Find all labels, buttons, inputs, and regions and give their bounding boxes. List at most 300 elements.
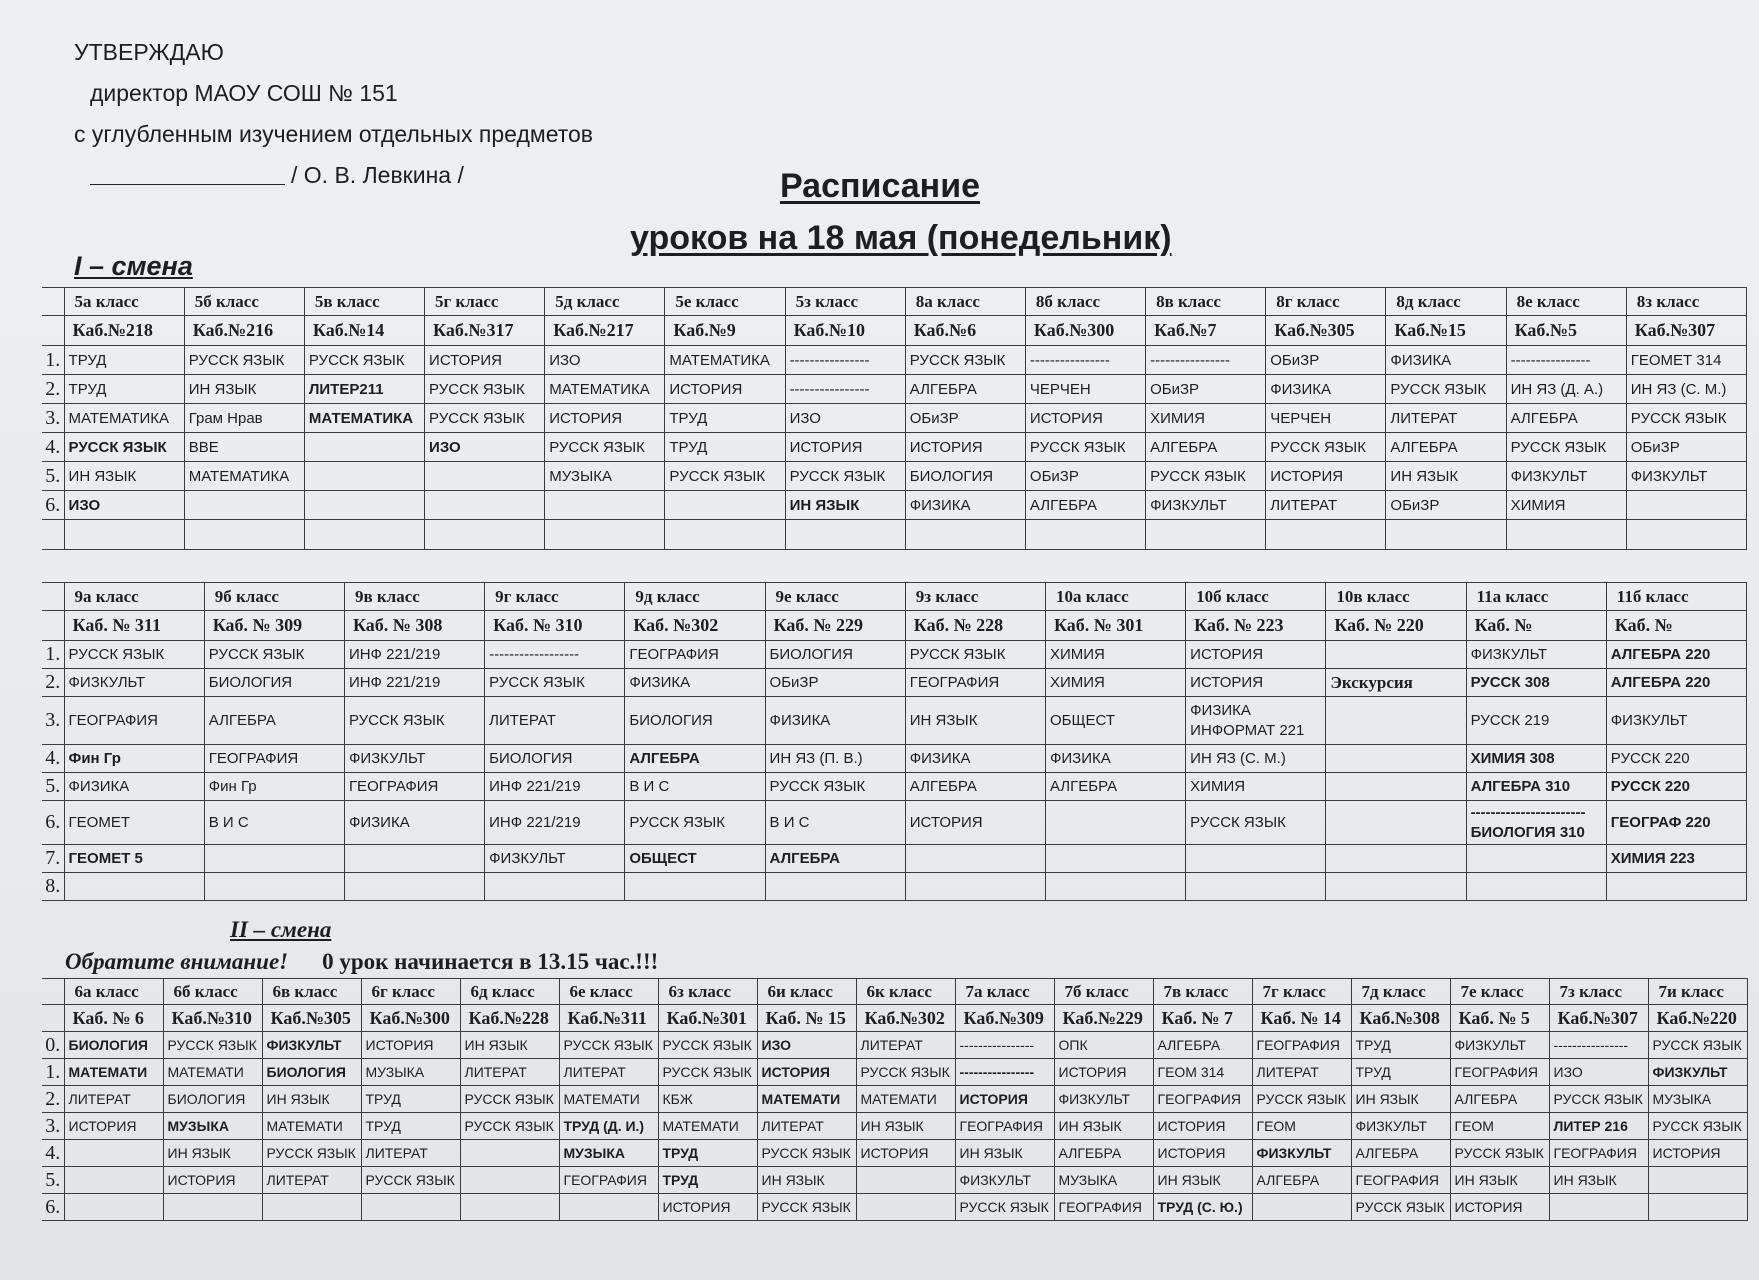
lesson-cell: РУССК ЯЗЫК (425, 375, 545, 404)
lesson-cell (344, 873, 484, 901)
lesson-cell: АЛГЕБРА (765, 845, 905, 873)
lesson-cell: ОБиЗР (1266, 346, 1386, 375)
lesson-cell: ИСТОРИЯ (1266, 462, 1386, 491)
lesson-cell: РУССК ЯЗЫК (658, 1059, 757, 1086)
lesson-cell: РУССК ЯЗЫК (204, 641, 344, 669)
lesson-cell: АЛГЕБРА (1025, 491, 1145, 520)
lesson-cell: МУЗЫКА (361, 1059, 460, 1086)
lesson-cell: ФИЗКУЛЬТ (955, 1167, 1054, 1194)
room-number: Каб. № 229 (765, 611, 905, 641)
room-number: Каб. № 310 (485, 611, 625, 641)
class-name: 10а класс (1045, 583, 1185, 611)
class-name: 11б класс (1606, 583, 1746, 611)
lesson-cell (1386, 520, 1506, 550)
class-name: 6б класс (163, 979, 262, 1005)
lesson-cell: ФИЗКУЛЬТ (1146, 491, 1266, 520)
lesson-cell: ЛИТЕРАТ (485, 697, 625, 745)
lesson-cell (559, 1194, 658, 1221)
lesson-cell: АЛГЕБРА (625, 745, 765, 773)
class-name: 10б класс (1186, 583, 1326, 611)
lesson-cell: ИНФ 221/219 (485, 801, 625, 845)
lesson-cell (625, 873, 765, 901)
room-number: Каб.№302 (856, 1005, 955, 1032)
lesson-cell: РУССК ЯЗЫК (460, 1113, 559, 1140)
lesson-cell: РУССК ЯЗЫК (1626, 404, 1746, 433)
shift-2-notice (65, 949, 658, 975)
lesson-cell: ИН ЯЗ (Д. А.) (1506, 375, 1626, 404)
room-number: Каб. № 309 (204, 611, 344, 641)
timetable-shift1-grades-9-11 (42, 582, 1747, 901)
lesson-cell: ИЗО (545, 346, 665, 375)
lesson-cell (545, 520, 665, 550)
lesson-cell: ТРУД (665, 404, 785, 433)
room-number: Каб. № 308 (344, 611, 484, 641)
lesson-cell (1648, 1167, 1747, 1194)
lesson-cell (856, 1167, 955, 1194)
lesson-cell: ТРУД (1351, 1059, 1450, 1086)
class-name: 7и класс (1648, 979, 1747, 1005)
lesson-cell: ИНФ 221/219 (485, 773, 625, 801)
room-number: Каб.№305 (262, 1005, 361, 1032)
room-number: Каб.№307 (1626, 316, 1746, 346)
lesson-cell: ЛИТЕР 216 (1549, 1113, 1648, 1140)
lesson-cell (1549, 1194, 1648, 1221)
lesson-cell (905, 845, 1045, 873)
lesson-cell (64, 520, 184, 550)
lesson-cell: ФИЗКУЛЬТ (262, 1032, 361, 1059)
lesson-cell: ГЕОМ (1252, 1113, 1351, 1140)
class-name: 6д класс (460, 979, 559, 1005)
lesson-cell: ИСТОРИЯ (545, 404, 665, 433)
lesson-cell: РУССК ЯЗЫК (625, 801, 765, 845)
lesson-cell: РУССК ЯЗЫК (785, 462, 905, 491)
lesson-cell: ИН ЯЗЫК (460, 1032, 559, 1059)
lesson-cell: ФИЗКУЛЬТ (1466, 641, 1606, 669)
lesson-cell: РУССК ЯЗЫК (485, 669, 625, 697)
lesson-cell (262, 1194, 361, 1221)
lesson-cell (361, 1194, 460, 1221)
lesson-cell: ФИЗКУЛЬТ (1626, 462, 1746, 491)
lesson-cell: ОБиЗР (1386, 491, 1506, 520)
class-name: 5а класс (64, 288, 184, 316)
room-number: Каб.№14 (304, 316, 424, 346)
lesson-cell: ИН ЯЗЫК (64, 462, 184, 491)
lesson-cell: ---------------- (1549, 1032, 1648, 1059)
lesson-cell (905, 873, 1045, 901)
lesson-cell: РУССК 220 (1606, 773, 1746, 801)
lesson-cell: ГЕОГРАФИЯ (1054, 1194, 1153, 1221)
lesson-cell: ИСТОРИЯ (1153, 1140, 1252, 1167)
lesson-cell: ГЕОМЕТ (64, 801, 204, 845)
lesson-cell: МАТЕМАТИКА (665, 346, 785, 375)
class-name: 6в класс (262, 979, 361, 1005)
lesson-cell: ФИЗКУЛЬТ (64, 669, 204, 697)
lesson-cell: АЛГЕБРА (1252, 1167, 1351, 1194)
room-number: Каб.№10 (785, 316, 905, 346)
room-number: Каб. № 311 (64, 611, 204, 641)
lesson-cell (665, 491, 785, 520)
lesson-cell: ОБиЗР (905, 404, 1025, 433)
room-number: Каб.№220 (1648, 1005, 1747, 1032)
class-name: 5з класс (785, 288, 905, 316)
room-number: Каб.№6 (905, 316, 1025, 346)
lesson-row (42, 669, 1747, 697)
lesson-cell: Фин Гр (204, 773, 344, 801)
class-name: 6е класс (559, 979, 658, 1005)
lesson-number: 5. (42, 1167, 64, 1194)
class-name: 9в класс (344, 583, 484, 611)
room-number: Каб. № 223 (1186, 611, 1326, 641)
lesson-cell: ИЗО (425, 433, 545, 462)
lesson-cell: В И С (765, 801, 905, 845)
room-row (42, 1005, 1747, 1032)
lesson-cell: ОБЩЕСТ (625, 845, 765, 873)
lesson-cell: АЛГЕБРА (905, 773, 1045, 801)
lesson-cell: ---------------- (1025, 346, 1145, 375)
lesson-cell: РУССК ЯЗЫК (1266, 433, 1386, 462)
lesson-cell: ИСТОРИЯ (905, 433, 1025, 462)
class-name: 9б класс (204, 583, 344, 611)
corner-cell (42, 1005, 64, 1032)
lesson-cell: ГЕОМЕТ 314 (1626, 346, 1746, 375)
lesson-cell (1506, 520, 1626, 550)
room-number: Каб. № 228 (905, 611, 1045, 641)
class-name: 7а класс (955, 979, 1054, 1005)
lesson-cell: В И С (625, 773, 765, 801)
room-number: Каб.№305 (1266, 316, 1386, 346)
lesson-cell: ГЕОГРАФИЯ (344, 773, 484, 801)
lesson-cell: ИСТОРИЯ (757, 1059, 856, 1086)
room-number: Каб. № 7 (1153, 1005, 1252, 1032)
lesson-cell: ЧЕРЧЕН (1266, 404, 1386, 433)
class-name: 11а класс (1466, 583, 1606, 611)
lesson-cell: ИСТОРИЯ (64, 1113, 163, 1140)
lesson-number: 6. (42, 801, 64, 845)
shift-2-label: II – смена (230, 917, 332, 942)
lesson-cell (1025, 520, 1145, 550)
class-name: 5г класс (425, 288, 545, 316)
class-name: 5д класс (545, 288, 665, 316)
lesson-number: 5. (42, 462, 64, 491)
lesson-cell: ЛИТЕРАТ (1266, 491, 1386, 520)
room-number: Каб.№309 (955, 1005, 1054, 1032)
school-line: с углубленным изучением отдельных предметов (74, 121, 594, 147)
lesson-cell: РУССК 220 (1606, 745, 1746, 773)
lesson-cell: ТРУД (64, 346, 184, 375)
lesson-number: 0. (42, 1032, 64, 1059)
lesson-number: 2. (42, 669, 64, 697)
shift-1-label: I – смена (74, 251, 193, 281)
class-name: 5в класс (304, 288, 424, 316)
lesson-cell: ИН ЯЗЫК (184, 375, 304, 404)
lesson-cell: РУССК ЯЗЫК (425, 404, 545, 433)
room-number: Каб. № (1466, 611, 1606, 641)
lesson-number: 1. (42, 346, 64, 375)
class-name: 9г класс (485, 583, 625, 611)
lesson-cell: ФИЗИКА (905, 745, 1045, 773)
lesson-number: 7. (42, 845, 64, 873)
lesson-cell: ХИМИЯ (1186, 773, 1326, 801)
lesson-cell: РУССК 308 (1466, 669, 1606, 697)
lesson-cell (1626, 520, 1746, 550)
lesson-cell: ИН ЯЗЫК (1549, 1167, 1648, 1194)
lesson-cell: РУССК ЯЗЫК (955, 1194, 1054, 1221)
lesson-cell: ЛИТЕРАТ (559, 1059, 658, 1086)
lesson-cell: АЛГЕБРА (1386, 433, 1506, 462)
room-number: Каб. № 5 (1450, 1005, 1549, 1032)
room-number: Каб. № 15 (757, 1005, 856, 1032)
lesson-cell: ИСТОРИЯ (905, 801, 1045, 845)
lesson-cell: ФИЗИКА (64, 773, 204, 801)
lesson-cell (905, 520, 1025, 550)
class-name: 8б класс (1025, 288, 1145, 316)
lesson-cell: ---------------- (785, 346, 905, 375)
room-number: Каб.№308 (1351, 1005, 1450, 1032)
lesson-number (42, 520, 64, 550)
lesson-cell: ГЕОГРАФИЯ (955, 1113, 1054, 1140)
room-number: Каб.№301 (658, 1005, 757, 1032)
lesson-cell: ИСТОРИЯ (1186, 669, 1326, 697)
class-name: 8з класс (1626, 288, 1746, 316)
lesson-row (42, 1032, 1747, 1059)
lesson-cell: ФИЗИКА (1045, 745, 1185, 773)
class-name: 6г класс (361, 979, 460, 1005)
class-name: 10в класс (1326, 583, 1466, 611)
room-number: Каб. № (1606, 611, 1746, 641)
room-number: Каб.№229 (1054, 1005, 1153, 1032)
lesson-cell (460, 1140, 559, 1167)
lesson-cell: РУССК ЯЗЫК (361, 1167, 460, 1194)
class-name: 8г класс (1266, 288, 1386, 316)
room-number: Каб. № 301 (1045, 611, 1185, 641)
lesson-cell: БИОЛОГИЯ (204, 669, 344, 697)
lesson-cell (460, 1167, 559, 1194)
lesson-cell (485, 873, 625, 901)
lesson-cell: ---------------- (955, 1059, 1054, 1086)
lesson-cell: ОБиЗР (1626, 433, 1746, 462)
lesson-cell: ИСТОРИЯ (955, 1086, 1054, 1113)
lesson-number: 3. (42, 404, 64, 433)
lesson-cell (1326, 873, 1466, 901)
lesson-row (42, 801, 1747, 845)
room-number: Каб.№307 (1549, 1005, 1648, 1032)
lesson-cell: ИН ЯЗЫК (955, 1140, 1054, 1167)
lesson-row (42, 641, 1747, 669)
room-number: Каб.№310 (163, 1005, 262, 1032)
lesson-cell: АЛГЕБРА (1450, 1086, 1549, 1113)
lesson-cell: ФИЗКУЛЬТ (1648, 1059, 1747, 1086)
page-title (630, 160, 1172, 264)
lesson-cell: ОБиЗР (1025, 462, 1145, 491)
lesson-cell (1186, 845, 1326, 873)
lesson-row (42, 1086, 1747, 1113)
lesson-cell (1648, 1194, 1747, 1221)
class-name: 7д класс (1351, 979, 1450, 1005)
lesson-cell: ТРУД (1351, 1032, 1450, 1059)
class-header-row (42, 979, 1747, 1005)
lesson-cell: БИОЛОГИЯ (262, 1059, 361, 1086)
lesson-cell (665, 520, 785, 550)
lesson-cell: ГЕОГРАФИЯ (204, 745, 344, 773)
class-name: 8е класс (1506, 288, 1626, 316)
lesson-cell: ХИМИЯ 308 (1466, 745, 1606, 773)
lesson-cell: РУССК ЯЗЫК (1252, 1086, 1351, 1113)
lesson-cell: МАТЕМАТИ (262, 1113, 361, 1140)
lesson-cell: ОБиЗР (1146, 375, 1266, 404)
lesson-cell: ГЕОГРАФИЯ (1351, 1167, 1450, 1194)
notice-text: 0 урок начинается в 13.15 час.!!! (322, 949, 659, 974)
lesson-cell: ВВЕ (184, 433, 304, 462)
lesson-cell: ------------------ (485, 641, 625, 669)
lesson-cell: МАТЕМАТИ (658, 1113, 757, 1140)
approve-label: УТВЕРЖДАЮ (74, 39, 224, 65)
lesson-cell (545, 491, 665, 520)
lesson-cell (460, 1194, 559, 1221)
lesson-cell: АЛГЕБРА (1054, 1140, 1153, 1167)
lesson-number: 1. (42, 641, 64, 669)
class-name: 5е класс (665, 288, 785, 316)
room-number: Каб.№217 (545, 316, 665, 346)
lesson-cell: ГЕОГРАФИЯ (64, 697, 204, 745)
room-number: Каб.№15 (1386, 316, 1506, 346)
lesson-row (42, 745, 1747, 773)
lesson-cell: РУССК ЯЗЫК (665, 462, 785, 491)
lesson-cell: ФИЗИКА (1266, 375, 1386, 404)
lesson-row (42, 1194, 1747, 1221)
lesson-row (42, 1059, 1747, 1086)
lesson-cell: БИОЛОГИЯ (625, 697, 765, 745)
lesson-cell: МАТЕМАТИ (757, 1086, 856, 1113)
lesson-cell (1326, 773, 1466, 801)
lesson-cell: РУССК ЯЗЫК (1648, 1032, 1747, 1059)
lesson-cell: МАТЕМАТИКА (304, 404, 424, 433)
lesson-cell: ЛИТЕРАТ (1252, 1059, 1351, 1086)
room-number: Каб.№5 (1506, 316, 1626, 346)
lesson-cell: РУССК ЯЗЫК (1648, 1113, 1747, 1140)
lesson-cell (64, 1167, 163, 1194)
lesson-cell: ГЕОГРАФИЯ (625, 641, 765, 669)
lesson-cell: БИОЛОГИЯ (485, 745, 625, 773)
lesson-cell: ГЕОГРАФИЯ (1153, 1086, 1252, 1113)
lesson-cell: ИН ЯЗЫК (785, 491, 905, 520)
lesson-cell (304, 520, 424, 550)
class-name: 5б класс (184, 288, 304, 316)
lesson-cell: РУССК ЯЗЫК (765, 773, 905, 801)
room-number: Каб.№300 (1025, 316, 1145, 346)
lesson-cell: РУССК ЯЗЫК (856, 1059, 955, 1086)
lesson-cell: ИСТОРИЯ (163, 1167, 262, 1194)
lesson-cell: ЛИТЕРАТ (1386, 404, 1506, 433)
lesson-cell: ОПК (1054, 1032, 1153, 1059)
lesson-row (42, 1140, 1747, 1167)
lesson-cell: РУССК ЯЗЫК (545, 433, 665, 462)
corner-cell (42, 316, 64, 346)
lesson-row (42, 873, 1747, 901)
lesson-number: 3. (42, 1113, 64, 1140)
lesson-cell (184, 520, 304, 550)
lesson-cell: ---------------- (1506, 346, 1626, 375)
lesson-row (42, 346, 1747, 375)
lesson-cell: ЛИТЕРАТ (856, 1032, 955, 1059)
lesson-cell: ИН ЯЗЫК (1351, 1086, 1450, 1113)
title-line-1: Расписание (779, 167, 981, 205)
lesson-cell: РУССК ЯЗЫК (1351, 1194, 1450, 1221)
lesson-cell (204, 873, 344, 901)
lesson-cell: ФИЗКУЛЬТ (1506, 462, 1626, 491)
lesson-cell: РУССК ЯЗЫК (1386, 375, 1506, 404)
lesson-cell: ГЕОГРАФИЯ (1549, 1140, 1648, 1167)
lesson-row (42, 845, 1747, 873)
class-name: 6з класс (658, 979, 757, 1005)
lesson-cell: ИН ЯЗЫК (905, 697, 1045, 745)
director-line: директор МАОУ СОШ № 151 (90, 80, 398, 106)
lesson-cell: ИЗО (757, 1032, 856, 1059)
lesson-cell (765, 873, 905, 901)
corner-cell (42, 288, 64, 316)
lesson-cell: ФИЗКУЛЬТ (1606, 697, 1746, 745)
room-number: Каб.№218 (64, 316, 184, 346)
lesson-cell: ИН ЯЗ (С. М.) (1626, 375, 1746, 404)
lesson-cell: РУССК ЯЗЫК (757, 1194, 856, 1221)
lesson-cell: АЛГЕБРА (1146, 433, 1266, 462)
lesson-cell: РУССК ЯЗЫК (1549, 1086, 1648, 1113)
lesson-cell: ---------------- (955, 1032, 1054, 1059)
lesson-cell: ГЕОГРАФИЯ (559, 1167, 658, 1194)
lesson-cell: ОБЩЕСТ (1045, 697, 1185, 745)
lesson-cell: ИН ЯЗ (С. М.) (1186, 745, 1326, 773)
lesson-cell (1266, 520, 1386, 550)
lesson-cell (1186, 873, 1326, 901)
lesson-cell: МУЗЫКА (1054, 1167, 1153, 1194)
lesson-cell: АЛГЕБРА 220 (1606, 669, 1746, 697)
class-name: 9е класс (765, 583, 905, 611)
lesson-cell: ГЕОГРАФИЯ (1252, 1032, 1351, 1059)
lesson-cell: РУССК ЯЗЫК (304, 346, 424, 375)
lesson-cell: РУССК ЯЗЫК (1450, 1140, 1549, 1167)
lesson-cell (163, 1194, 262, 1221)
class-name: 7в класс (1153, 979, 1252, 1005)
signature-blank (90, 184, 285, 185)
lesson-cell: РУССК ЯЗЫК (163, 1032, 262, 1059)
lesson-cell: ИЗО (1549, 1059, 1648, 1086)
class-name: 9а класс (64, 583, 204, 611)
lesson-number: 2. (42, 1086, 64, 1113)
lesson-cell (1045, 845, 1185, 873)
lesson-cell: РУССК ЯЗЫК (905, 641, 1045, 669)
lesson-cell: БИОЛОГИЯ (64, 1032, 163, 1059)
lesson-cell: МАТЕМАТИКА (545, 375, 665, 404)
lesson-cell (304, 462, 424, 491)
lesson-cell (64, 1140, 163, 1167)
lesson-cell: МУЗЫКА (559, 1140, 658, 1167)
lesson-number: 4. (42, 745, 64, 773)
lesson-cell (1326, 641, 1466, 669)
lesson-cell (425, 462, 545, 491)
lesson-cell: МАТЕМАТИКА (64, 404, 184, 433)
lesson-number: 6. (42, 1194, 64, 1221)
notice-emphasis: Обратите внимание! (65, 949, 289, 974)
title-line-2: уроков на 18 мая (понедельник) (630, 219, 1172, 257)
lesson-cell (184, 491, 304, 520)
lesson-cell: ЛИТЕРАТ (460, 1059, 559, 1086)
lesson-cell: РУССК ЯЗЫК (1186, 801, 1326, 845)
lesson-number: 2. (42, 375, 64, 404)
lesson-cell: РУССК ЯЗЫК (64, 433, 184, 462)
room-number: Каб.№311 (559, 1005, 658, 1032)
lesson-cell (1326, 845, 1466, 873)
lesson-cell: ИСТОРИЯ (1054, 1059, 1153, 1086)
lesson-cell: БИОЛОГИЯ (163, 1086, 262, 1113)
